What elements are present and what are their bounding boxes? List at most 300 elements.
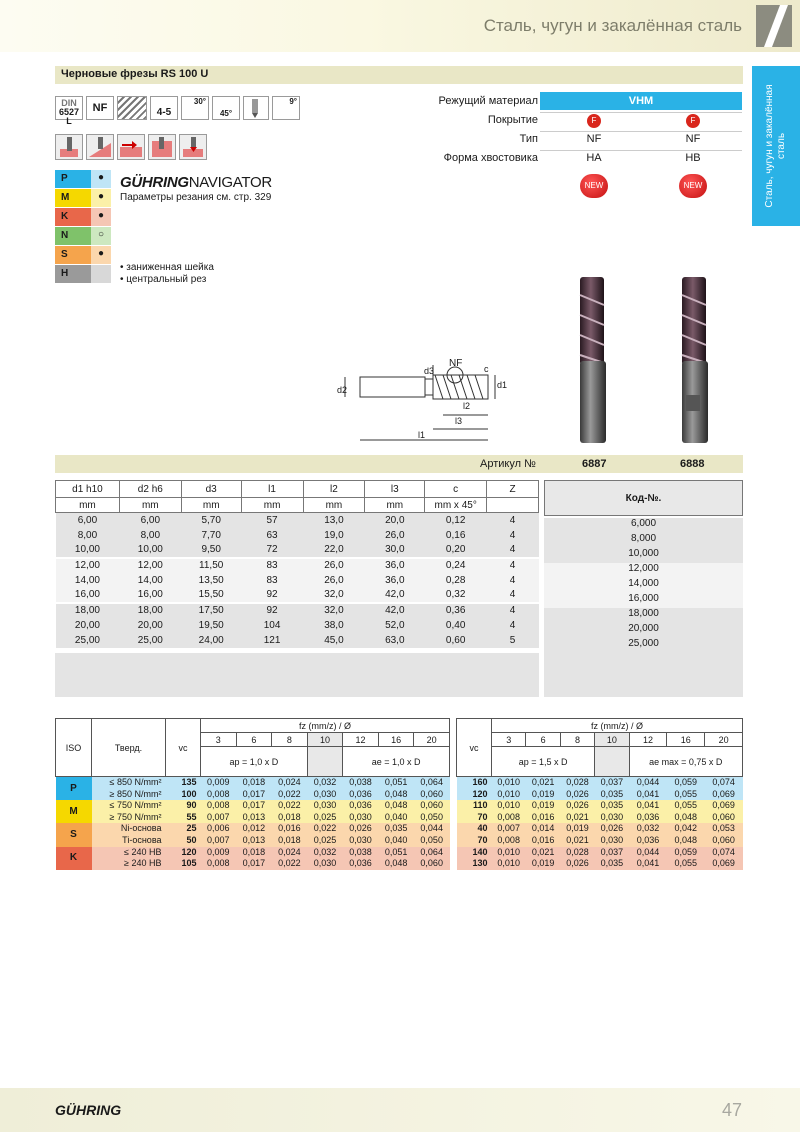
table-row: [56, 858, 450, 870]
prop-label-material: Режущий материал: [438, 95, 538, 107]
hardness-cell: ≤ 750 N/mm²: [109, 800, 162, 811]
fz-cell: 0,035: [600, 858, 624, 869]
tool-image-6887: [570, 275, 620, 447]
fz-cell: 0,007: [207, 811, 230, 822]
fz-cell: 0,021: [566, 834, 589, 845]
fz-cell: 0,064: [420, 777, 443, 787]
page-header: [0, 0, 800, 52]
fz-cell: 0,036: [349, 788, 372, 799]
fz-cell: 0,050: [420, 811, 443, 822]
fz-cell: 0,060: [420, 858, 443, 869]
dim-cell: 4: [509, 529, 516, 541]
table-row: [457, 858, 743, 870]
dim-cell: 17,50: [198, 605, 224, 616]
fz-cell: 0,044: [420, 823, 443, 834]
fz-cell: 0,060: [712, 811, 735, 822]
table-row: [457, 835, 743, 847]
dim-header: l1: [241, 481, 303, 498]
dim-cell: 4: [509, 574, 516, 586]
angle9-label: 9°: [289, 97, 297, 106]
helix-symbol: [150, 96, 178, 120]
product-title: Черновые фрезы RS 100 U: [61, 68, 209, 80]
profile-symbol-icon: [117, 96, 147, 120]
fz-cell: 0,013: [242, 834, 266, 845]
fz-cell: 0,041: [636, 800, 660, 811]
iso-group: P: [56, 777, 92, 801]
table-row: [56, 847, 450, 859]
fz-cell: 0,035: [600, 788, 624, 799]
fz-cell: 0,055: [674, 858, 698, 869]
dim-cell: 10,00: [74, 544, 100, 555]
fz-cell: 0,035: [600, 800, 624, 811]
material-mark: ●: [91, 246, 111, 264]
angle45-label: 45°: [219, 109, 233, 118]
page-footer: [0, 1088, 800, 1132]
diameter-header: 8: [272, 733, 308, 747]
dim-cell: 4: [509, 514, 516, 526]
center-cut-symbol-icon: [243, 96, 269, 120]
dim-cell: 45,0: [324, 634, 344, 646]
article-number: 6887: [582, 458, 607, 470]
fz-header: fz (mm/z) / Ø: [201, 719, 450, 733]
code-cell[interactable]: 16,000: [544, 593, 743, 608]
angle9-symbol: [272, 96, 300, 120]
diameter-header: 6: [236, 733, 272, 747]
fz-cell: 0,012: [242, 823, 266, 834]
fz-cell: 0,069: [712, 800, 735, 811]
product-title-bar: [55, 66, 743, 84]
code-cell[interactable]: 14,000: [544, 578, 743, 593]
fz-cell: 0,021: [566, 811, 589, 822]
material-code: P: [55, 170, 91, 188]
fz-cell: 0,032: [313, 777, 337, 787]
fz-cell: 0,032: [636, 823, 660, 834]
fz-cell: 0,025: [313, 811, 337, 822]
dim-cell: 5: [509, 634, 516, 646]
dim-cell: 14,00: [137, 574, 163, 586]
code-cell[interactable]: 20,000: [544, 623, 743, 638]
fz-cell: 0,009: [207, 846, 230, 857]
dim-header: d1 h10: [56, 481, 120, 498]
code-cell[interactable]: 8,000: [544, 533, 743, 548]
angle30-symbol: [181, 96, 209, 120]
dim-cell: 5,70: [201, 514, 221, 526]
table-row: [56, 558, 539, 573]
ap-label: ap = 1,5 x D: [492, 747, 595, 777]
dim-cell: 36,0: [385, 560, 405, 571]
code-cell[interactable]: 6,000: [544, 518, 743, 533]
dim-cell: 25,00: [137, 634, 163, 646]
fz-cell: 0,032: [313, 846, 337, 857]
dim-unit: mm: [119, 498, 181, 513]
fz-cell: 0,024: [278, 846, 301, 857]
ramping-icon: [86, 134, 114, 160]
fz-cell: 0,069: [712, 788, 735, 799]
fz-cell: 0,060: [420, 788, 443, 799]
diameter-header: 16: [378, 733, 414, 747]
table-row: [457, 777, 743, 789]
table-row: [56, 588, 539, 603]
fz-cell: 0,074: [712, 846, 735, 857]
fz-header: fz (mm/z) / Ø: [492, 719, 743, 733]
fz-cell: 0,008: [207, 788, 230, 799]
diameter-header: 16: [667, 733, 705, 747]
material-group-n: [55, 227, 111, 245]
fz-cell: 0,069: [712, 858, 735, 869]
dim-cell: 6,00: [77, 514, 98, 526]
type-value: NF: [586, 133, 602, 145]
material-code: M: [55, 189, 91, 207]
code-header: Код-№.: [544, 480, 743, 516]
operation-icon: [307, 747, 343, 777]
table-row: [56, 633, 539, 648]
hardness-cell: ≥ 240 HB: [124, 858, 162, 869]
material-group-s: [55, 246, 111, 264]
dim-cell: 0,20: [445, 544, 466, 555]
vc-cell: 120: [181, 846, 197, 857]
dim-cell: 30,0: [385, 544, 405, 555]
fz-cell: 0,014: [531, 823, 555, 834]
header-title: Сталь, чугун и закалённая сталь: [483, 16, 742, 35]
dim-cell: 0,60: [445, 634, 466, 646]
iso-group: K: [56, 847, 92, 870]
dim-cell: 0,32: [445, 589, 466, 600]
diameter-header: 12: [629, 733, 667, 747]
table-row: [56, 789, 450, 801]
material-mark: ●: [91, 189, 111, 207]
hardness-header: Тверд.: [92, 719, 166, 777]
dim-cell: 16,00: [137, 589, 163, 600]
dim-cell: 26,0: [324, 574, 344, 586]
cutting-data-table-left: [55, 718, 450, 870]
material-group-m: [55, 189, 111, 207]
dim-header: Z: [487, 481, 539, 498]
fz-cell: 0,036: [349, 800, 372, 811]
fz-cell: 0,022: [278, 858, 301, 869]
fz-cell: 0,010: [497, 846, 520, 857]
material-mark: ○: [91, 227, 111, 245]
dim-unit: mm: [56, 498, 120, 513]
table-row: [56, 543, 539, 558]
table-row: [56, 528, 539, 543]
dim-label-nf: NF: [449, 358, 463, 369]
fz-cell: 0,048: [384, 788, 408, 799]
fz-cell: 0,021: [531, 777, 555, 787]
iso-group: S: [56, 823, 92, 846]
vc-cell: 130: [472, 858, 488, 869]
coating-badge: F: [686, 114, 700, 128]
fz-cell: 0,017: [242, 788, 266, 799]
fz-cell: 0,041: [636, 788, 660, 799]
fz-cell: 0,059: [674, 846, 698, 857]
fz-cell: 0,019: [531, 788, 555, 799]
fz-cell: 0,030: [349, 834, 372, 845]
prop-label-type: Тип: [519, 133, 538, 145]
prop-label-coating: Покрытие: [487, 114, 538, 126]
dim-header: l2: [303, 481, 365, 498]
code-cell[interactable]: 12,000: [544, 563, 743, 578]
code-cell[interactable]: 18,000: [544, 608, 743, 623]
dim-label-l3: l3: [455, 416, 463, 426]
section-side-tab[interactable]: [752, 66, 800, 226]
hardness-cell: ≥ 750 N/mm²: [109, 811, 162, 822]
vc-cell: 55: [186, 811, 197, 822]
pocket-milling-icon: [148, 134, 176, 160]
divider: [540, 131, 742, 132]
dim-cell: 4: [509, 589, 516, 600]
vc-cell: 70: [477, 834, 488, 845]
fz-cell: 0,074: [712, 777, 735, 787]
footer-brand-logo: GÜHRING: [55, 1102, 122, 1118]
ap-label: ap = 1,0 x D: [201, 747, 308, 777]
ae-label: ae max = 0,75 x D: [629, 747, 742, 777]
fz-cell: 0,008: [497, 811, 520, 822]
material-group-k: [55, 208, 111, 226]
dim-cell: 121: [263, 634, 281, 646]
dim-cell: 12,00: [137, 560, 163, 571]
nf-symbol: [86, 96, 114, 120]
fz-cell: 0,040: [384, 834, 408, 845]
diameter-header: 20: [705, 733, 743, 747]
plunging-icon: [179, 134, 207, 160]
fz-cell: 0,013: [242, 811, 266, 822]
vc-cell: 50: [186, 834, 197, 845]
dim-cell: 16,00: [74, 589, 100, 600]
dim-cell: 0,12: [445, 514, 466, 526]
diameter-header: 10: [595, 733, 629, 747]
table-row: [56, 573, 539, 588]
table-row: [56, 618, 539, 633]
fz-cell: 0,036: [636, 834, 660, 845]
fz-cell: 0,010: [497, 777, 520, 787]
dim-cell: 38,0: [324, 619, 344, 631]
dim-unit: mm: [181, 498, 241, 513]
fz-cell: 0,036: [636, 811, 660, 822]
table-row: [56, 835, 450, 847]
fz-cell: 0,007: [207, 834, 230, 845]
vc-cell: 160: [472, 777, 488, 787]
dim-cell: 14,00: [74, 574, 100, 586]
table-row: [56, 800, 450, 812]
article-number: 6888: [680, 458, 705, 470]
dim-label-d3: d3: [424, 366, 435, 376]
dim-unit: [487, 498, 539, 513]
fz-cell: 0,019: [531, 858, 555, 869]
fz-cell: 0,030: [313, 858, 337, 869]
dim-cell: 32,0: [324, 589, 344, 600]
divider: [540, 112, 742, 113]
code-cell[interactable]: 10,000: [544, 548, 743, 563]
fz-cell: 0,044: [636, 846, 660, 857]
dim-cell: 63,0: [385, 634, 405, 646]
dim-cell: 20,00: [74, 619, 100, 631]
dim-cell: 83: [266, 574, 278, 586]
iso-group: M: [56, 800, 92, 823]
navigator-subtitle[interactable]: Параметры резания см. стр. 329: [120, 192, 272, 203]
side-tab-label: Сталь, чугун и закалённая сталь: [764, 84, 787, 208]
dim-header: d3: [181, 481, 241, 498]
coating-badge: F: [587, 114, 601, 128]
fz-cell: 0,026: [600, 823, 624, 834]
new-badge: NEW: [679, 174, 707, 198]
fz-cell: 0,038: [349, 777, 372, 787]
diameter-header: 20: [414, 733, 450, 747]
dim-cell: 22,0: [324, 544, 344, 555]
dim-cell: 104: [263, 619, 281, 631]
vc-cell: 140: [472, 846, 488, 857]
navigator-suffix: NAVIGATOR: [188, 174, 272, 191]
fz-cell: 0,026: [566, 858, 589, 869]
fz-cell: 0,030: [313, 788, 337, 799]
brand-mark-icon: [756, 5, 792, 47]
dim-cell: 19,0: [324, 529, 344, 541]
dim-header: c: [425, 481, 487, 498]
shank-value: HA: [586, 152, 602, 164]
table-row: [56, 812, 450, 824]
dim-cell: 7,70: [201, 529, 221, 541]
helix-label: 4-5: [156, 107, 172, 118]
dim-cell: 0,16: [445, 529, 466, 541]
fz-cell: 0,060: [712, 834, 735, 845]
fz-cell: 0,048: [674, 834, 698, 845]
fz-cell: 0,037: [600, 777, 624, 787]
fz-cell: 0,055: [674, 788, 698, 799]
dim-unit: mm: [303, 498, 365, 513]
diameter-header: 12: [343, 733, 379, 747]
navigator-logo: [120, 174, 272, 191]
fz-cell: 0,018: [278, 811, 301, 822]
table-row: [56, 777, 450, 789]
dim-cell: 0,40: [445, 619, 466, 631]
material-mark: [91, 265, 111, 283]
dim-cell: 36,0: [385, 574, 405, 586]
fz-cell: 0,019: [566, 823, 589, 834]
article-label: Артикул №: [480, 458, 536, 470]
dim-cell: 42,0: [385, 605, 405, 616]
diameter-header: 8: [560, 733, 594, 747]
fz-cell: 0,006: [207, 823, 230, 834]
dim-label-l2: l2: [463, 401, 471, 411]
dim-cell: 20,0: [385, 514, 405, 526]
dim-cell: 26,0: [385, 529, 405, 541]
dim-cell: 0,36: [445, 605, 466, 616]
dim-unit: mm: [365, 498, 425, 513]
page-number: 47: [721, 1100, 742, 1120]
shank-value: HB: [685, 152, 701, 164]
fz-cell: 0,024: [278, 777, 301, 787]
fz-cell: 0,051: [384, 777, 408, 787]
vc-cell: 25: [186, 823, 197, 834]
fz-cell: 0,030: [600, 834, 624, 845]
fz-cell: 0,048: [674, 811, 698, 822]
dim-cell: 26,0: [324, 560, 344, 571]
vc-cell: 135: [181, 777, 197, 787]
fz-cell: 0,036: [349, 858, 372, 869]
fz-cell: 0,026: [349, 823, 372, 834]
fz-cell: 0,030: [313, 800, 337, 811]
fz-cell: 0,048: [384, 858, 408, 869]
fz-cell: 0,016: [531, 834, 555, 845]
table-row: [457, 847, 743, 859]
cutting-material-value: VHM: [540, 92, 742, 110]
code-cell[interactable]: 25,000: [544, 638, 743, 653]
angle30-label: 30°: [193, 97, 206, 106]
fz-cell: 0,028: [566, 777, 589, 787]
hardness-cell: ≤ 850 N/mm²: [109, 777, 162, 787]
fz-cell: 0,009: [207, 777, 230, 787]
fz-cell: 0,030: [600, 811, 624, 822]
table-filler: [55, 653, 539, 697]
dim-cell: 83: [266, 560, 278, 571]
vc-cell: 100: [181, 788, 197, 799]
dim-cell: 12,00: [74, 560, 100, 571]
table-row: [457, 823, 743, 835]
fz-cell: 0,025: [313, 834, 337, 845]
fz-cell: 0,007: [497, 823, 520, 834]
fz-cell: 0,022: [313, 823, 337, 834]
dim-header: d2 h6: [119, 481, 181, 498]
dim-cell: 6,00: [140, 514, 161, 526]
fz-cell: 0,018: [242, 846, 266, 857]
fz-cell: 0,048: [384, 800, 408, 811]
dim-label-d1: d1: [497, 380, 508, 390]
dim-cell: 4: [509, 605, 516, 616]
dim-unit: mm x 45°: [425, 498, 487, 513]
dim-cell: 63: [266, 529, 278, 541]
dim-cell: 8,00: [140, 529, 161, 541]
new-badge: NEW: [580, 174, 608, 198]
dim-cell: 92: [266, 605, 278, 616]
table-row: [457, 789, 743, 801]
fz-cell: 0,041: [636, 858, 660, 869]
dim-cell: 0,24: [445, 560, 466, 571]
side-milling-icon: [117, 134, 145, 160]
prop-label-shank: Форма хвостовика: [443, 152, 538, 164]
fz-cell: 0,016: [278, 823, 301, 834]
hardness-cell: Ni-основа: [120, 823, 162, 834]
din-code: 6527 L: [58, 107, 80, 126]
operation-icon: [595, 747, 629, 777]
dim-label-d2: d2: [337, 385, 348, 395]
material-code: K: [55, 208, 91, 226]
fz-cell: 0,010: [497, 800, 520, 811]
fz-cell: 0,018: [278, 834, 301, 845]
feature-bullet: • заниженная шейка: [120, 262, 214, 273]
dim-cell: 4: [509, 560, 516, 571]
fz-cell: 0,026: [566, 800, 589, 811]
dim-cell: 18,00: [137, 605, 163, 616]
vc-header: vc: [166, 719, 201, 777]
article-bar: [55, 455, 743, 473]
fz-cell: 0,017: [242, 800, 266, 811]
dim-cell: 4: [509, 619, 516, 631]
nf-label: NF: [92, 102, 108, 114]
material-code: N: [55, 227, 91, 245]
divider: [540, 150, 742, 151]
material-code: H: [55, 265, 91, 283]
fz-cell: 0,016: [531, 811, 555, 822]
diameter-header: 3: [492, 733, 526, 747]
dimension-table: [55, 480, 539, 648]
fz-cell: 0,017: [242, 858, 266, 869]
hardness-cell: ≤ 240 HB: [124, 846, 162, 857]
dim-cell: 20,00: [137, 619, 163, 631]
table-filler: [544, 653, 743, 697]
din-symbol: [55, 96, 83, 126]
fz-cell: 0,055: [674, 800, 698, 811]
table-row: [56, 603, 539, 618]
diameter-header: 3: [201, 733, 237, 747]
